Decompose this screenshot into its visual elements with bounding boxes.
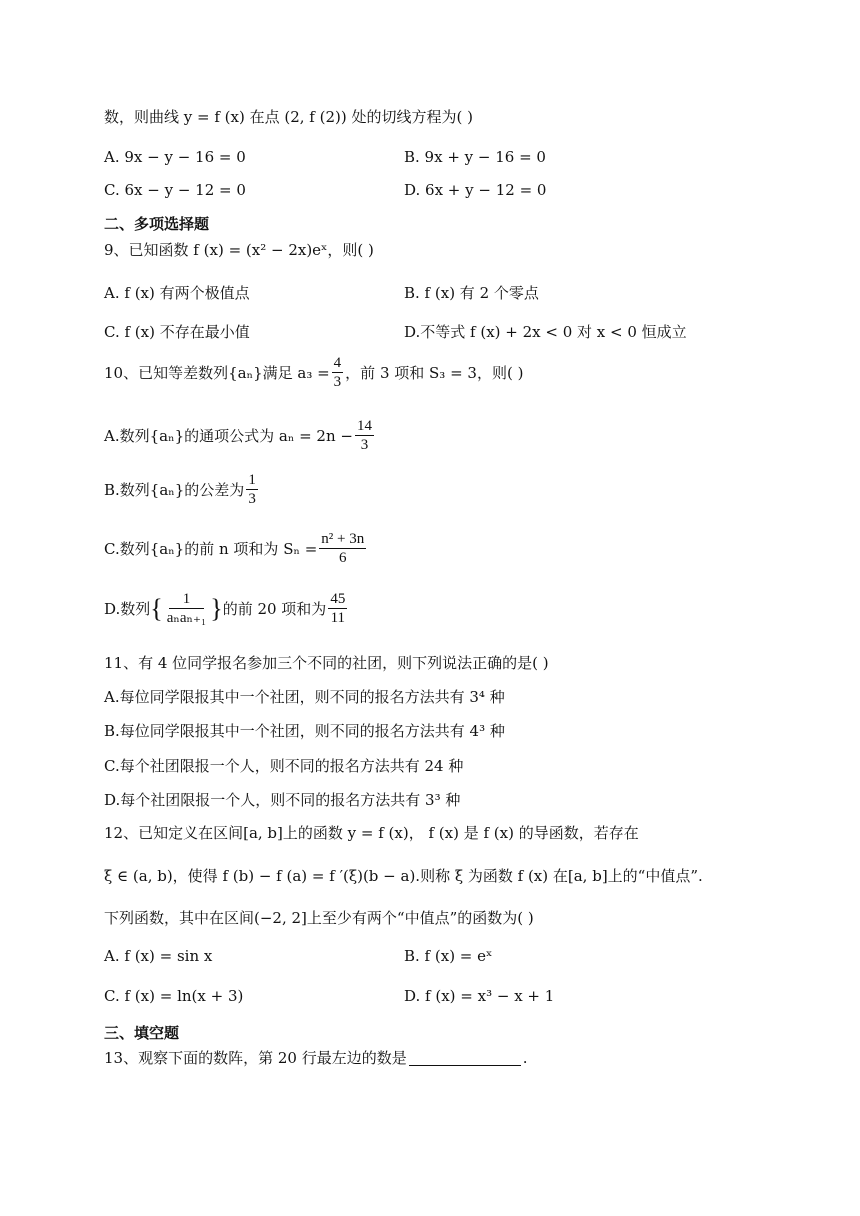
fraction-numerator: 4 bbox=[333, 355, 342, 371]
fraction-denominator: 3 bbox=[333, 374, 342, 390]
fraction-numerator: 1 bbox=[169, 590, 205, 609]
q12-option-b bbox=[404, 947, 492, 965]
q9-option-c-text: C. f (x) 不存在最小值 bbox=[104, 323, 250, 341]
q8-option-a bbox=[104, 148, 246, 166]
q8-option-d-text: D. 6x + y − 12 = 0 bbox=[404, 181, 547, 199]
q8-option-c bbox=[104, 181, 246, 199]
fraction-denominator: aₙaₙ₊₁ bbox=[166, 610, 207, 626]
q8-option-a-text: A. 9x − y − 16 = 0 bbox=[104, 148, 246, 166]
fraction-numerator: n² + 3n bbox=[321, 531, 365, 547]
q9-option-d bbox=[404, 321, 687, 342]
q9-option-c bbox=[104, 321, 250, 342]
q10-option-b-prefix: B.数列{aₙ}的公差为 bbox=[104, 481, 245, 499]
q10-option-a bbox=[104, 417, 376, 454]
q13-stem-text: 13、观察下面的数阵，第 20 行最左边的数是 bbox=[104, 1049, 407, 1067]
q9-stem-text: 9、已知函数 f (x) = (x² − 2x)eˣ，则( ) bbox=[104, 241, 374, 259]
q8-option-d bbox=[404, 181, 546, 199]
q8-option-b bbox=[404, 148, 546, 166]
q10-option-d-fraction bbox=[328, 590, 347, 627]
left-brace-icon: { bbox=[150, 593, 163, 623]
q9-option-a bbox=[104, 282, 250, 303]
q12-option-a bbox=[104, 947, 212, 965]
q12-option-d-text: D. f (x) = x³ − x + 1 bbox=[404, 987, 555, 1005]
fraction-denominator: 6 bbox=[339, 550, 347, 566]
q10-stem-suffix: ，前 3 项和 S₃ = 3，则( ) bbox=[345, 364, 524, 382]
q10-option-a-prefix: A.数列{aₙ}的通项公式为 aₙ = 2n − bbox=[104, 427, 353, 445]
q12-option-c-text: C. f (x) = ln(x + 3) bbox=[104, 987, 244, 1005]
q11-option-d-text: D.每个社团限报一个人，则不同的报名方法共有 3³ 种 bbox=[104, 791, 461, 809]
section3-text: 三、填空题 bbox=[104, 1024, 180, 1042]
q8-option-b-text: B. 9x + y − 16 = 0 bbox=[404, 148, 546, 166]
q9-stem bbox=[104, 239, 374, 260]
section-heading-multi-choice bbox=[104, 213, 209, 234]
right-brace-icon: } bbox=[210, 593, 223, 623]
q10-stem-prefix: 10、已知等差数列{aₙ}满足 a₃ = bbox=[104, 364, 330, 382]
q11-option-a-text: A.每位同学限报其中一个社团，则不同的报名方法共有 3⁴ 种 bbox=[104, 688, 505, 706]
q10-option-d-prefix: D.数列 bbox=[104, 600, 151, 618]
q10-option-b-fraction bbox=[246, 471, 258, 508]
fraction-numerator: 45 bbox=[330, 591, 346, 607]
q10-option-b bbox=[104, 471, 260, 508]
q10-option-d-inner-fraction bbox=[165, 590, 208, 627]
q8-option-c-text: C. 6x − y − 12 = 0 bbox=[104, 181, 246, 199]
q9-option-b bbox=[404, 282, 539, 303]
q13-stem bbox=[104, 1047, 528, 1068]
q10-option-d bbox=[104, 590, 349, 627]
q11-option-c-text: C.每个社团限报一个人，则不同的报名方法共有 24 种 bbox=[104, 757, 464, 775]
q9-option-a-text: A. f (x) 有两个极值点 bbox=[104, 284, 250, 302]
q11-stem bbox=[104, 652, 549, 673]
q12-stem-line-2 bbox=[104, 865, 703, 886]
section2-text: 二、多项选择题 bbox=[104, 215, 210, 233]
q13-end-text: . bbox=[522, 1048, 528, 1067]
q12-stem-line-3-text: 下列函数，其中在区间(−2, 2]上至少有两个“中值点”的函数为( ) bbox=[104, 909, 534, 927]
q11-option-d bbox=[104, 789, 460, 810]
fraction-numerator: 14 bbox=[356, 418, 372, 434]
q11-option-b bbox=[104, 720, 505, 741]
q12-stem-line-2-text: ξ ∈ (a, b)，使得 f (b) − f (a) = f ′(ξ)(b − a).则称 ξ 为函数 f (x) 在[a, b]上的“中值点”. bbox=[104, 867, 703, 885]
q11-option-c bbox=[104, 755, 463, 776]
q10-option-d-mid: 的前 20 项和为 bbox=[222, 600, 327, 618]
q12-option-c bbox=[104, 987, 243, 1005]
q10-stem-fraction bbox=[332, 354, 344, 391]
fraction-denominator: 3 bbox=[360, 437, 369, 453]
q12-stem-line-3 bbox=[104, 907, 534, 928]
q12-option-b-text: B. f (x) = eˣ bbox=[404, 947, 493, 965]
fraction-numerator: 1 bbox=[248, 472, 256, 488]
q9-option-d-text: D.不等式 f (x) + 2x < 0 对 x < 0 恒成立 bbox=[404, 323, 687, 341]
fraction-denominator: 3 bbox=[248, 491, 256, 507]
q11-option-a bbox=[104, 686, 505, 707]
answer-blank[interactable] bbox=[409, 1049, 521, 1066]
q12-stem-line-1 bbox=[104, 822, 639, 843]
q11-option-b-text: B.每位同学限报其中一个社团，则不同的报名方法共有 4³ 种 bbox=[104, 722, 505, 740]
q10-option-a-fraction bbox=[355, 417, 374, 454]
q10-option-c-prefix: C.数列{aₙ}的前 n 项和为 Sₙ = bbox=[104, 540, 318, 558]
q8-stem bbox=[104, 106, 473, 127]
q11-stem-text: 11、有 4 位同学报名参加三个不同的社团，则下列说法正确的是( ) bbox=[104, 654, 549, 672]
q12-stem-line-1-text: 12、已知定义在区间[a, b]上的函数 y = f (x)， f (x) 是 f (x) 的导函数，若存在 bbox=[104, 824, 639, 842]
q8-stem-text: 数，则曲线 y = f (x) 在点 (2, f (2)) 处的切线方程为( ) bbox=[104, 108, 473, 126]
q10-option-c bbox=[104, 530, 368, 567]
q9-option-b-text: B. f (x) 有 2 个零点 bbox=[404, 284, 539, 302]
q12-option-a-text: A. f (x) = sin x bbox=[104, 947, 213, 965]
q10-stem bbox=[104, 354, 523, 391]
q10-option-c-fraction bbox=[319, 530, 366, 567]
section-heading-fill-in bbox=[104, 1022, 179, 1043]
q12-option-d bbox=[404, 987, 554, 1005]
fraction-denominator: 11 bbox=[330, 610, 346, 626]
